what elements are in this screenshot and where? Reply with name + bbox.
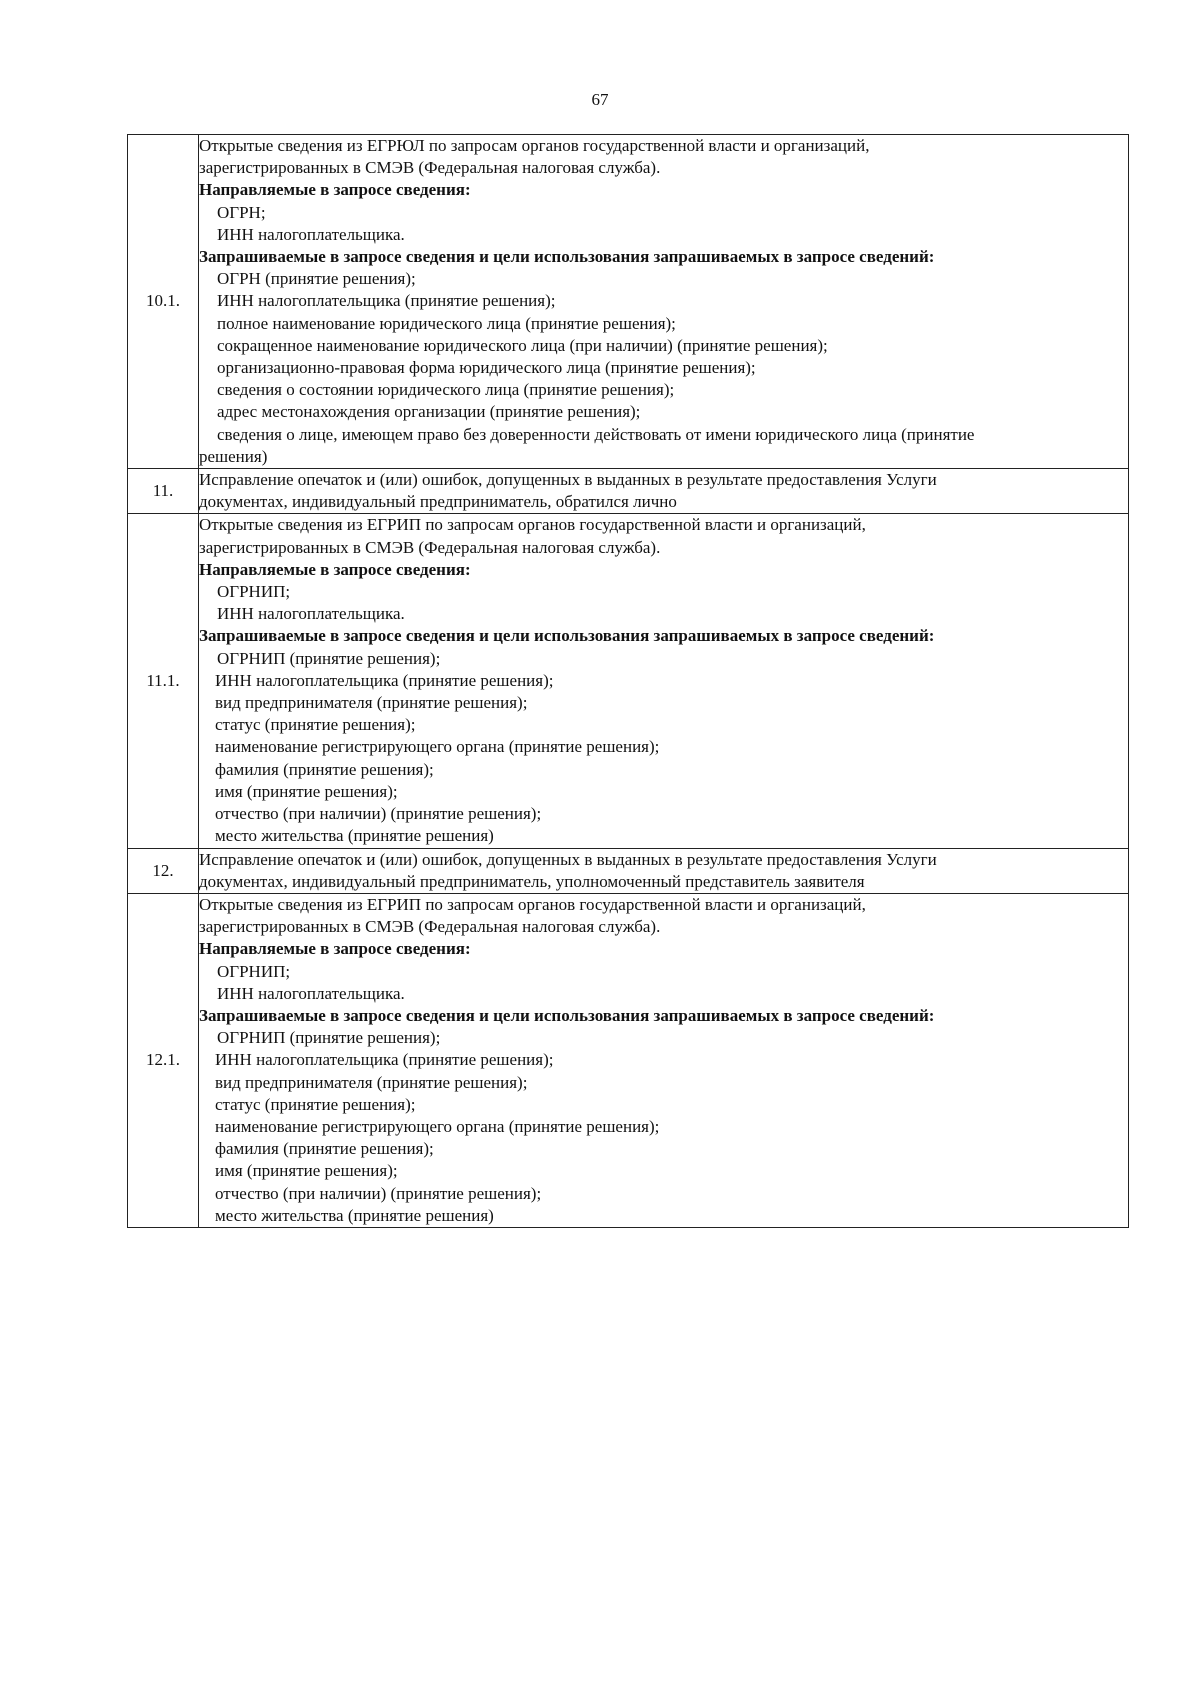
section-heading: Направляемые в запросе сведения: <box>199 559 471 579</box>
row-content <box>199 893 1129 1227</box>
list-item: отчество (при наличии) (принятие решения); <box>215 1183 542 1203</box>
list-item: статус (принятие решения); <box>215 715 416 735</box>
content-line: зарегистрированных в СМЭВ (Федеральная налоговая служба). <box>199 158 661 178</box>
section-heading: Направляемые в запросе сведения: <box>199 180 471 200</box>
table-row <box>128 135 1129 469</box>
list-item: ОГРН; <box>217 202 266 222</box>
list-item: имя (принятие решения); <box>215 1161 398 1181</box>
content-line: решения) <box>199 446 268 466</box>
list-item: сведения о состоянии юридического лица (принятие решения); <box>217 380 675 400</box>
table-row <box>128 514 1129 848</box>
row-number: 12.1. <box>128 893 199 1227</box>
list-item: ОГРНИП; <box>217 961 291 981</box>
list-item: ИНН налогоплательщика. <box>217 983 405 1003</box>
row-number: 11. <box>128 469 199 514</box>
list-item: место жительства (принятие решения) <box>215 1205 494 1225</box>
list-item: ОГРНИП (принятие решения); <box>217 1028 441 1048</box>
content-line: Открытые сведения из ЕГРИП по запросам органов государственной власти и организаций, <box>199 894 866 914</box>
row-number: 11.1. <box>128 514 199 848</box>
content-line: документах, индивидуальный предприниматель, обратился лично <box>199 492 677 512</box>
services-table <box>127 134 1129 1228</box>
list-item: ОГРН (принятие решения); <box>217 269 416 289</box>
table-row <box>128 469 1129 514</box>
content-line: Исправление опечаток и (или) ошибок, допущенных в выданных в результате предоставления Услуги <box>199 470 937 490</box>
section-heading: Запрашиваемые в запросе сведения и цели использования запрашиваемых в запросе сведений: <box>199 1005 935 1025</box>
list-item: отчество (при наличии) (принятие решения); <box>215 804 542 824</box>
content-line: Открытые сведения из ЕГРЮЛ по запросам органов государственной власти и организаций, <box>199 136 870 155</box>
list-item: ИНН налогоплательщика (принятие решения); <box>217 291 556 311</box>
list-item: сведения о лице, имеющем право без доверенности действовать от имени юридического лица (принятие <box>217 424 975 444</box>
list-item: вид предпринимателя (принятие решения); <box>215 1072 528 1092</box>
services-table-body <box>128 135 1129 1228</box>
list-item: полное наименование юридического лица (принятие решения); <box>217 313 676 333</box>
content-line: зарегистрированных в СМЭВ (Федеральная налоговая служба). <box>199 917 661 937</box>
list-item: ИНН налогоплательщика (принятие решения); <box>215 670 554 690</box>
table-row <box>128 848 1129 893</box>
content-line: документах, индивидуальный предприниматель, уполномоченный представитель заявителя <box>199 871 865 891</box>
page-number: 67 <box>591 90 609 109</box>
list-item: ОГРНИП; <box>217 582 291 602</box>
list-item: ОГРНИП (принятие решения); <box>217 648 441 668</box>
section-heading: Запрашиваемые в запросе сведения и цели использования запрашиваемых в запросе сведений: <box>199 247 935 267</box>
list-item: сокращенное наименование юридического лица (при наличии) (принятие решения); <box>217 335 828 355</box>
list-item: наименование регистрирующего органа (принятие решения); <box>215 1116 660 1136</box>
content-line: зарегистрированных в СМЭВ (Федеральная налоговая служба). <box>199 537 661 557</box>
row-content <box>199 848 1129 893</box>
list-item: ИНН налогоплательщика (принятие решения); <box>215 1050 554 1070</box>
row-number: 10.1. <box>128 135 199 469</box>
list-item: фамилия (принятие решения); <box>215 759 434 779</box>
list-item: место жительства (принятие решения) <box>215 826 494 846</box>
list-item: фамилия (принятие решения); <box>215 1139 434 1159</box>
list-item: статус (принятие решения); <box>215 1094 416 1114</box>
table-row <box>128 893 1129 1227</box>
row-content <box>199 469 1129 514</box>
list-item: вид предпринимателя (принятие решения); <box>215 693 528 713</box>
section-heading: Запрашиваемые в запросе сведения и цели использования запрашиваемых в запросе сведений: <box>199 626 935 646</box>
list-item: имя (принятие решения); <box>215 781 398 801</box>
content-line: Исправление опечаток и (или) ошибок, допущенных в выданных в результате предоставления Услуги <box>199 849 937 869</box>
list-item: организационно-правовая форма юридического лица (принятие решения); <box>217 358 756 378</box>
list-item: адрес местонахождения организации (принятие решения); <box>217 402 641 422</box>
section-heading: Направляемые в запросе сведения: <box>199 939 471 959</box>
content-line: Открытые сведения из ЕГРИП по запросам органов государственной власти и организаций, <box>199 515 866 535</box>
row-content <box>199 514 1129 848</box>
row-number: 12. <box>128 848 199 893</box>
row-content <box>199 135 1129 469</box>
list-item: ИНН налогоплательщика. <box>217 224 405 244</box>
list-item: ИНН налогоплательщика. <box>217 604 405 624</box>
list-item: наименование регистрирующего органа (принятие решения); <box>215 737 660 757</box>
